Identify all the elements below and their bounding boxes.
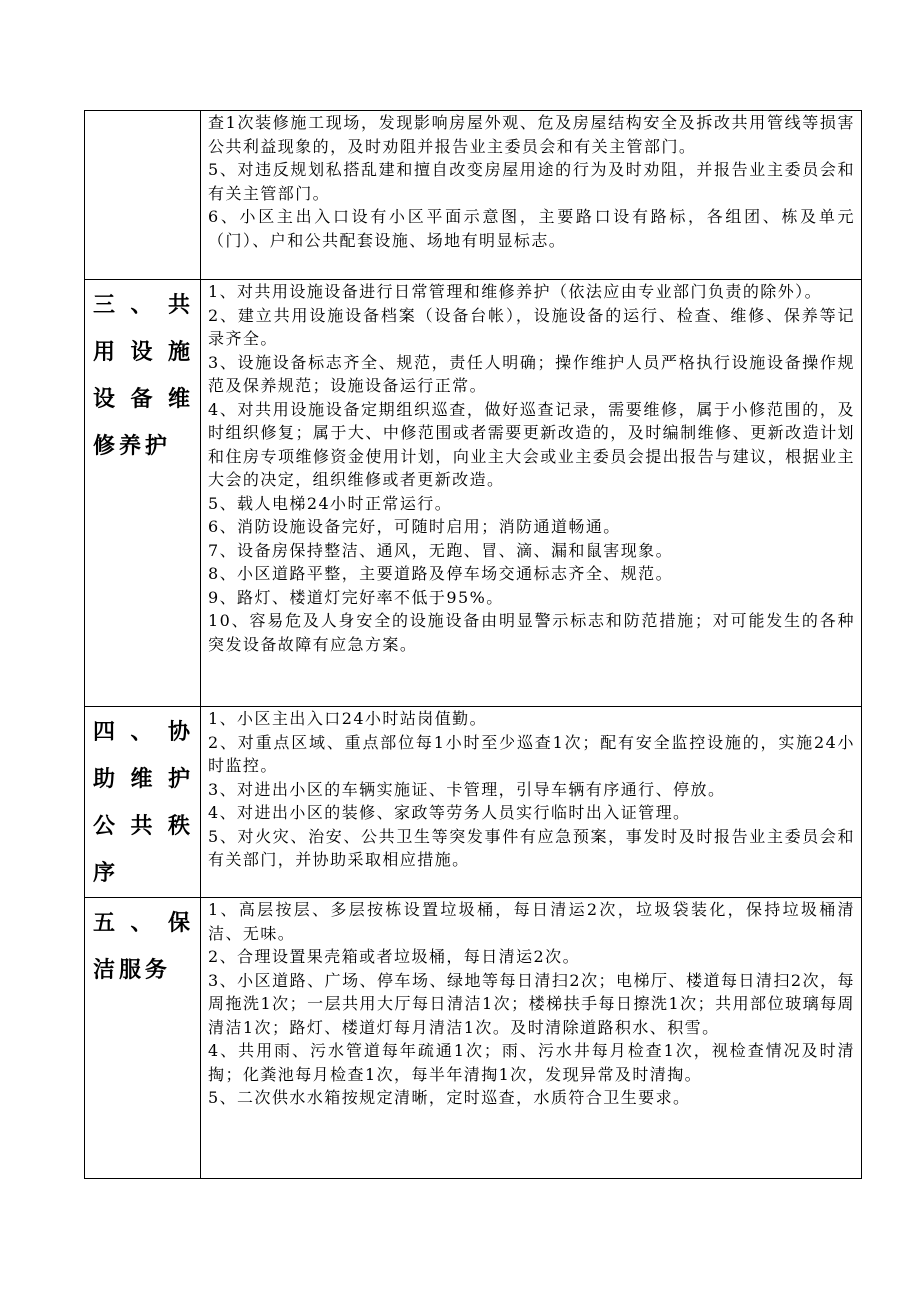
list-item: 2、合理设置果壳箱或者垃圾桶，每日清运2次。 [208,947,581,966]
service-standard-table [84,110,862,1179]
heading-line: 助维护 [93,767,194,792]
table-row [85,707,862,898]
heading-line: 三、共 [93,293,194,318]
list-item: 3、对进出小区的车辆实施证、卡管理，引导车辆有序通行、停放。 [208,779,726,799]
list-item: 6、小区主出入口设有小区平面示意图，主要路口设有路标，各组团、栋及单元（门）、户和公共配套设施、场地有明显标志。 [208,207,855,250]
section-content-cell [201,898,862,1179]
list-item: 5、对违反规划私搭乱建和擅自改变房屋用途的行为及时劝阻，并报告业主委员会和有关主管部门。 [208,160,855,203]
list-item: 4、对共用设施设备定期组织巡查，做好巡查记录，需要维修，属于小修范围的，及时组织修复；属于大、中修范围或者需要更新改造的，及时编制维修、更新改造计划和住房专项维修资金使用计划，向业主大会或业主委员会提出报告与建议，根据业主大会的决定，组织维修或者更新改造。 [208,399,855,489]
list-item: 9、路灯、楼道灯完好率不低于95%。 [208,587,504,607]
table-row [85,111,862,280]
section-heading-cell [85,898,201,1179]
section-heading [93,282,194,470]
heading-line: 公共秩 [93,814,194,839]
section-heading-cell [85,707,201,898]
heading-line: 洁服务 [93,958,171,983]
table-row [85,898,862,1179]
section-content-cell [201,707,862,898]
list-item: 5、对火灾、治安、公共卫生等突发事件有应急预案，事发时及时报告业主委员会和有关部门，并协助采取相应措施。 [208,826,855,869]
heading-line: 设备维 [93,387,194,412]
list-item: 4、对进出小区的装修、家政等劳务人员实行临时出入证管理。 [208,803,691,822]
list-item: 1、对共用设施设备进行日常管理和维修养护（依法应由专业部门负责的除外）。 [208,282,823,301]
heading-line: 用设施 [93,340,194,365]
section-content-cell [201,111,862,280]
list-item: 1、小区主出入口24小时站岗值勤。 [208,709,488,728]
list-item: 3、小区道路、广场、停车场、绿地等每日清扫2次；电梯厅、楼道每日清扫2次，每周拖洗1次；一层共用大厅每日清洁1次；楼梯扶手每日擦洗1次；共用部位玻璃每周清洁1次；路灯、楼道灯每月清洁1次。及时清除道路积水、积雪。 [208,970,855,1037]
list-item: 6、消防设施设备完好，可随时启用；消防通道畅通。 [208,517,621,536]
list-item: 7、设备房保持整洁、通风，无跑、冒、滴、漏和鼠害现象。 [208,540,674,560]
list-item: 5、载人电梯24小时正常运行。 [208,493,453,513]
list-item: 8、小区道路平整，主要道路及停车场交通标志齐全、规范。 [208,564,674,583]
table-row [85,280,862,707]
list-item: 查1次装修施工现场，发现影响房屋外观、危及房屋结构安全及拆改共用管线等损害公共利益现象的，及时劝阻并报告业主委员会和有关主管部门。 [208,113,855,156]
section-content-cell [201,280,862,707]
section-heading-cell [85,280,201,707]
heading-line: 修养护 [93,434,171,459]
list-item: 2、建立共用设施设备档案（设备台帐），设施设备的运行、检查、维修、保养等记录齐全。 [208,305,855,348]
section-heading-cell [85,111,201,280]
heading-line: 序 [93,861,119,886]
heading-line: 四、协 [93,720,194,745]
list-item: 3、设施设备标志齐全、规范，责任人明确；操作维护人员严格执行设施设备操作规范及保养规范；设施设备运行正常。 [208,352,855,395]
list-item: 1、高层按层、多层按栋设置垃圾桶，每日清运2次，垃圾袋装化，保持垃圾桶清洁、无味。 [208,900,855,943]
list-item: 4、共用雨、污水管道每年疏通1次；雨、污水井每月检查1次，视检查情况及时清掏；化粪池每月检查1次，每半年清掏1次，发现异常及时清掏。 [208,1041,855,1084]
list-item: 10、容易危及人身安全的设施设备由明显警示标志和防范措施；对可能发生的各种突发设备故障有应急方案。 [208,611,855,654]
section-heading [93,709,194,897]
list-item: 2、对重点区域、重点部位每1小时至少巡查1次；配有安全监控设施的，实施24小时监控。 [208,732,855,775]
heading-line: 五、保 [93,911,194,936]
list-item: 5、二次供水水箱按规定清晰，定时巡查，水质符合卫生要求。 [208,1088,691,1107]
section-heading [93,900,194,994]
